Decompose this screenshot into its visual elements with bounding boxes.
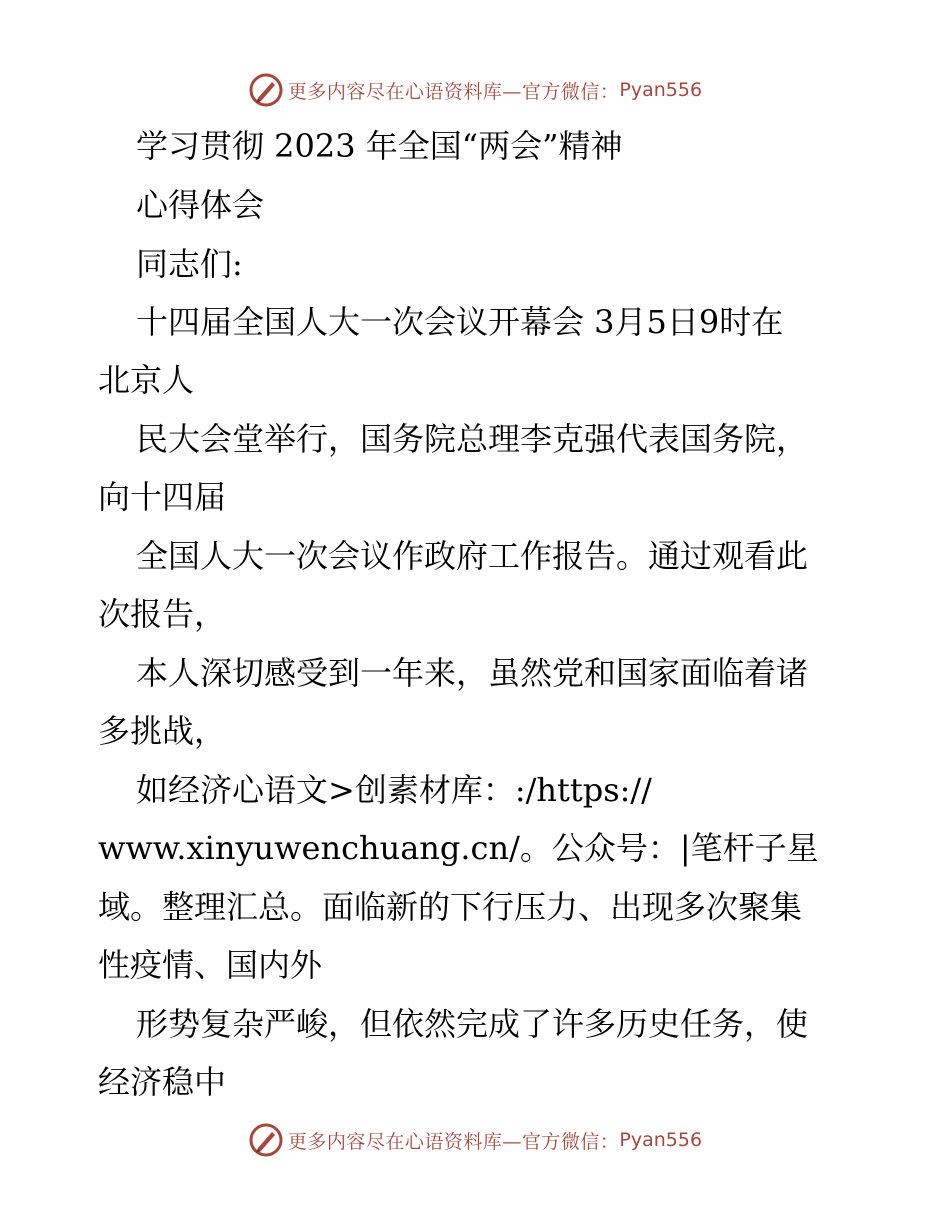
- text-line: 本人深切感受到一年来，虽然党和国家面临着诸: [136, 654, 809, 692]
- text-line: 性疫情、国内外: [98, 946, 323, 984]
- watermark-text: 更多内容尽在心语资料库—官方微信：: [287, 1130, 620, 1153]
- text-line: 如经济心语文>创素材库：:/https://: [136, 771, 652, 809]
- text-line: 向十四届: [98, 478, 227, 516]
- text-line: 形势复杂严峻，但依然完成了许多历史任务，使: [136, 1005, 809, 1043]
- brush-pen-logo-icon: [248, 72, 284, 108]
- watermark-text: 更多内容尽在心语资料库—官方微信：: [287, 80, 620, 103]
- header-watermark: [0, 70, 950, 110]
- text-line: 全国人大一次会议作政府工作报告。通过观看此: [136, 537, 809, 575]
- watermark-wechat-id: Pyan556: [619, 79, 703, 101]
- document-title: 学习贯彻 2023 年全国“两会”精神: [136, 127, 623, 165]
- footer-watermark: [0, 1120, 950, 1160]
- text-line: 十四届全国人大一次会议开幕会 3月5日9时在: [136, 303, 784, 341]
- text-line: 次报告，: [98, 595, 227, 633]
- text-line: 民大会堂举行，国务院总理李克强代表国务院，: [136, 420, 809, 458]
- salutation: 同志们:: [136, 245, 243, 283]
- watermark-wechat-id: Pyan556: [619, 1129, 703, 1151]
- text-line: 北京人: [98, 361, 195, 399]
- brush-pen-logo-icon: [248, 1122, 284, 1158]
- document-subtitle: 心得体会: [136, 186, 265, 224]
- text-line: 经济稳中: [98, 1063, 227, 1101]
- text-line: 多挑战，: [98, 712, 227, 750]
- text-line: www.xinyuwenchuang.cn/。公众号：|笔杆子星: [98, 829, 819, 867]
- text-line: 域。整理汇总。面临新的下行压力、出现多次聚集: [98, 888, 803, 926]
